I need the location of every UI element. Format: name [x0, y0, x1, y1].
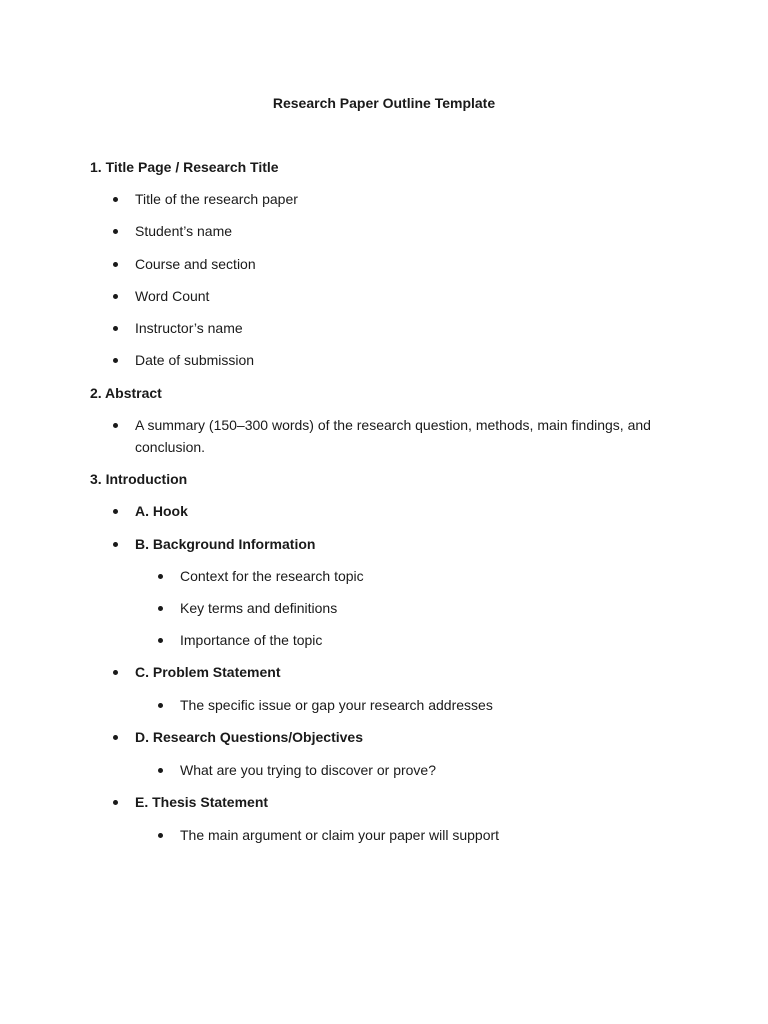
section-heading-introduction: 3. Introduction: [90, 471, 188, 487]
list-item: Instructor’s name: [135, 317, 695, 339]
bullet-icon: [113, 800, 118, 805]
bullet-icon: [113, 735, 118, 740]
bullet-icon: [158, 833, 163, 838]
list-item: A summary (150–300 words) of the research question, methods, main findings, and conclusion.: [135, 414, 680, 458]
bullet-icon: [113, 542, 118, 547]
bullet-icon: [158, 574, 163, 579]
bullet-icon: [113, 197, 118, 202]
list-item: Title of the research paper: [135, 188, 695, 210]
list-item: Date of submission: [135, 349, 695, 371]
bullet-icon: [113, 229, 118, 234]
list-item: Course and section: [135, 253, 695, 275]
bullet-icon: [113, 670, 118, 675]
list-item: Student’s name: [135, 220, 695, 242]
list-item: What are you trying to discover or prove?: [180, 759, 700, 781]
subsection-hook: A. Hook: [135, 500, 695, 522]
bullet-icon: [113, 294, 118, 299]
list-item: Importance of the topic: [180, 629, 700, 651]
bullet-icon: [113, 262, 118, 267]
section-heading-title-page: 1. Title Page / Research Title: [90, 159, 279, 175]
bullet-icon: [113, 358, 118, 363]
list-item: The main argument or claim your paper will support: [180, 824, 700, 846]
subsection-problem-statement: C. Problem Statement: [135, 661, 695, 683]
list-item: The specific issue or gap your research addresses: [180, 694, 700, 716]
list-item: Word Count: [135, 285, 695, 307]
list-item: Context for the research topic: [180, 565, 700, 587]
list-item: Key terms and definitions: [180, 597, 700, 619]
section-heading-abstract: 2. Abstract: [90, 385, 162, 401]
bullet-icon: [113, 326, 118, 331]
subsection-thesis-statement: E. Thesis Statement: [135, 791, 695, 813]
bullet-icon: [113, 423, 118, 428]
bullet-icon: [113, 509, 118, 514]
subsection-research-questions: D. Research Questions/Objectives: [135, 726, 695, 748]
subsection-background: B. Background Information: [135, 533, 695, 555]
page-title: Research Paper Outline Template: [272, 95, 496, 111]
bullet-icon: [158, 703, 163, 708]
bullet-icon: [158, 638, 163, 643]
bullet-icon: [158, 768, 163, 773]
bullet-icon: [158, 606, 163, 611]
